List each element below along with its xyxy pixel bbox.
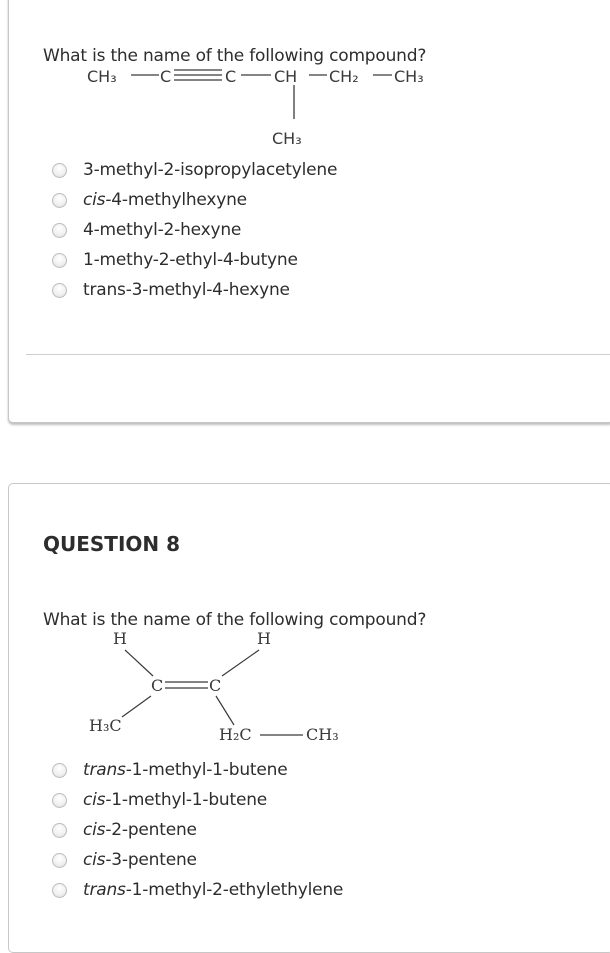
option-label: cis-3-pentene <box>83 850 197 870</box>
h-left: H <box>113 629 127 648</box>
option-label: 3-methyl-2-isopropylacetylene <box>83 160 338 180</box>
ch3-label: CH₃ <box>306 725 339 744</box>
answer-option-1[interactable] <box>52 755 343 785</box>
question-8-structure <box>9 624 609 744</box>
radio-button[interactable] <box>52 193 67 208</box>
option-label: cis-2-pentene <box>83 820 197 840</box>
radio-button[interactable] <box>52 823 67 838</box>
bond-h-right <box>222 650 259 676</box>
chain-ch3-left: CH₃ <box>87 67 117 86</box>
chain-ch3-right: CH₃ <box>394 67 424 86</box>
answer-option-5[interactable] <box>52 275 337 305</box>
radio-button[interactable] <box>52 223 67 238</box>
answer-option-2[interactable] <box>52 185 337 215</box>
question-7-structure <box>9 0 609 151</box>
radio-button[interactable] <box>52 853 67 868</box>
radio-button[interactable] <box>52 793 67 808</box>
bond-h2c <box>216 696 234 725</box>
option-label: cis-1-methyl-1-butene <box>83 790 268 810</box>
question-8-options <box>52 755 343 905</box>
chain-ch2: CH₂ <box>329 67 359 86</box>
answer-option-3[interactable] <box>52 815 343 845</box>
question-7-options <box>52 155 337 305</box>
question-title: QUESTION 8 <box>43 532 181 556</box>
divider <box>26 354 610 355</box>
radio-button[interactable] <box>52 253 67 268</box>
h3c-label: H₃C <box>89 716 122 735</box>
option-label: cis-4-methylhexyne <box>83 190 247 210</box>
option-label: trans-1-methyl-2-ethylethylene <box>83 880 344 900</box>
chain-c-1: C <box>160 67 172 86</box>
radio-button[interactable] <box>52 163 67 178</box>
h-right: H <box>257 629 271 648</box>
c-left: C <box>151 676 164 695</box>
radio-button[interactable] <box>52 283 67 298</box>
option-label: 4-methyl-2-hexyne <box>83 220 242 240</box>
answer-option-1[interactable] <box>52 155 337 185</box>
question-7-card <box>8 0 610 423</box>
option-label: trans-3-methyl-4-hexyne <box>83 280 290 300</box>
option-label: 1-methy-2-ethyl-4-butyne <box>83 250 298 270</box>
radio-button[interactable] <box>52 883 67 898</box>
chain-ch: CH <box>274 67 298 86</box>
chain-c-2: C <box>225 67 237 86</box>
c-right: C <box>209 676 222 695</box>
answer-option-3[interactable] <box>52 215 337 245</box>
answer-option-2[interactable] <box>52 785 343 815</box>
answer-option-4[interactable] <box>52 245 337 275</box>
question-7-prompt: What is the name of the following compound? <box>43 46 427 66</box>
option-label: trans-1-methyl-1-butene <box>83 760 288 780</box>
bond-h3c <box>122 696 151 717</box>
branch-ch3: CH₃ <box>272 129 302 148</box>
radio-button[interactable] <box>52 763 67 778</box>
bond-h-left <box>125 650 153 676</box>
question-8-card <box>8 483 610 953</box>
answer-option-5[interactable] <box>52 875 343 905</box>
question-8-prompt: What is the name of the following compound? <box>43 610 427 630</box>
h2c-label: H₂C <box>219 725 252 744</box>
answer-option-4[interactable] <box>52 845 343 875</box>
